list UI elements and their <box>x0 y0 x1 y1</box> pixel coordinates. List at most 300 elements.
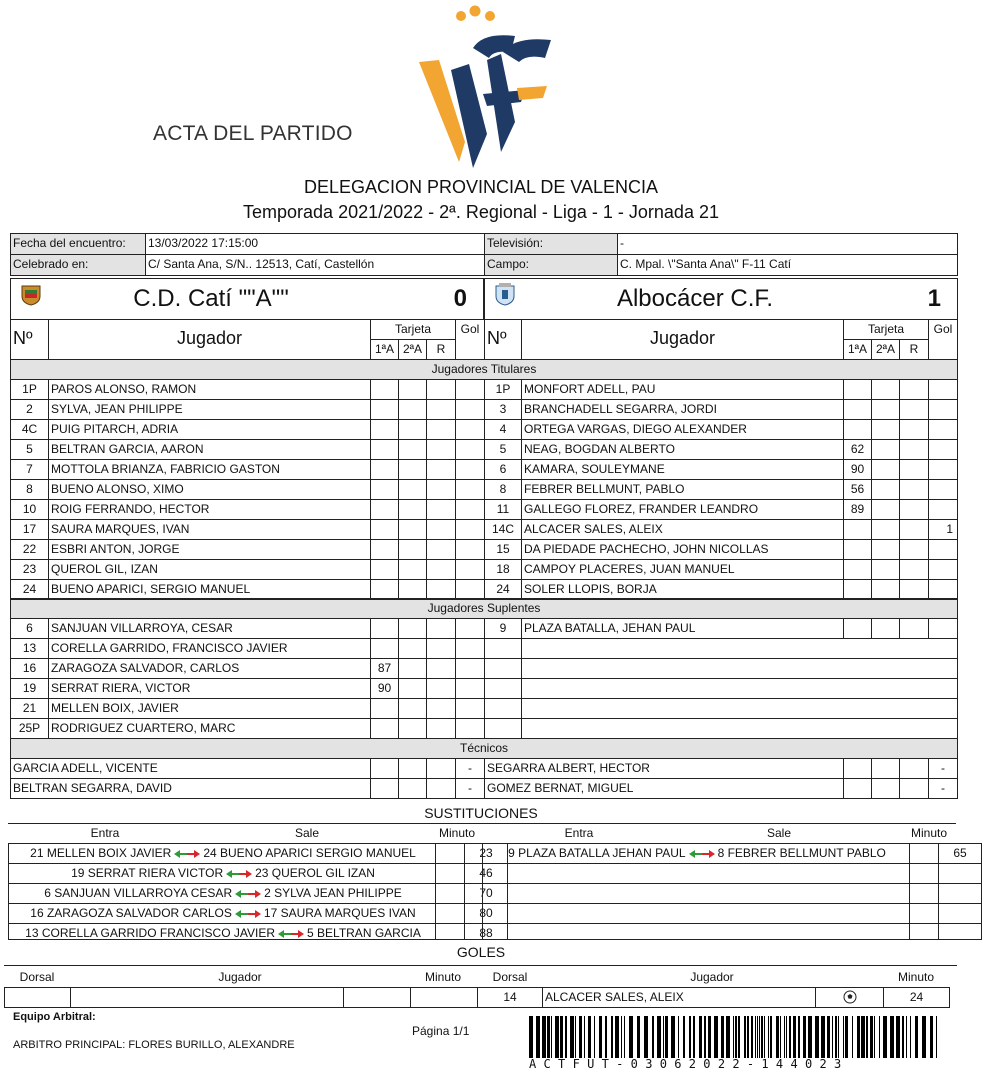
home-player-card-1 <box>370 579 399 600</box>
away-sub-gap <box>909 883 939 904</box>
subs-away-minuto-header: Minuto <box>910 826 948 840</box>
home-player-card-red <box>426 539 456 560</box>
home-team-name: C.D. Catí ""A"" <box>133 285 289 312</box>
away-player-card-2 <box>871 399 900 420</box>
home-sub-gap <box>435 923 465 940</box>
home-sub-gap <box>435 863 465 884</box>
away-player-num: 8 <box>484 479 522 500</box>
home-sub-gap <box>435 843 465 864</box>
home-player-name: SANJUAN VILLARROYA, CESAR <box>48 618 371 639</box>
home-player-card-red <box>426 459 456 480</box>
home-staff-card-red <box>426 758 456 779</box>
home-col-r: R <box>426 339 456 360</box>
away-substitution <box>482 883 910 904</box>
away-player-card-2 <box>871 539 900 560</box>
player-out: 17 SAURA MARQUES IVAN <box>263 906 416 920</box>
player-in: 6 SANJUAN VILLARROYA CESAR <box>44 886 233 900</box>
away-player-card-1 <box>843 379 872 400</box>
away-player-card-red <box>899 479 929 500</box>
home-sub-minute: 23 <box>464 843 508 864</box>
away-player-card-2 <box>871 419 900 440</box>
away-player-card-1: 56 <box>843 479 872 500</box>
away-empty-num <box>484 678 522 699</box>
home-player-goals <box>455 658 485 679</box>
home-sub-gap <box>435 903 465 924</box>
page-number: Página 1/1 <box>412 1024 470 1038</box>
section-suplentes: Jugadores Suplentes <box>10 598 958 619</box>
goal-home-icon-cell <box>343 987 411 1008</box>
home-player-num: 13 <box>10 638 49 659</box>
home-player-name: PUIG PITARCH, ADRIA <box>48 419 371 440</box>
home-player-card-1 <box>370 439 399 460</box>
player-out: 5 BELTRAN GARCIA <box>307 926 421 940</box>
away-player-num: 3 <box>484 399 522 420</box>
away-sub-gap <box>909 923 939 940</box>
home-player-name: QUEROL GIL, IZAN <box>48 559 371 580</box>
home-player-card-2 <box>398 618 427 639</box>
home-player-name: SERRAT RIERA, VICTOR <box>48 678 371 699</box>
away-empty-row <box>521 698 958 719</box>
away-player-card-1 <box>843 399 872 420</box>
away-empty-num <box>484 718 522 739</box>
home-player-card-2 <box>398 439 427 460</box>
away-staff-goals: - <box>928 758 958 779</box>
swap-arrow-icon <box>234 909 262 919</box>
away-player-name: GALLEGO FLOREZ, FRANDER LEANDRO <box>521 499 844 520</box>
away-col-player: Jugador <box>521 319 844 360</box>
away-sub-minute: 65 <box>938 843 982 864</box>
goals-away-minuto-header: Minuto <box>897 970 935 984</box>
away-player-name: BRANCHADELL SEGARRA, JORDI <box>521 399 844 420</box>
home-staff-card-2 <box>398 778 427 799</box>
away-substitution <box>482 923 910 940</box>
home-player-name: ESBRI ANTON, JORGE <box>48 539 371 560</box>
swap-arrow-icon <box>173 849 201 859</box>
goals-away-dorsal-header: Dorsal <box>492 970 528 984</box>
home-player-num: 16 <box>10 658 49 679</box>
away-player-card-1 <box>843 618 872 639</box>
away-player-card-2 <box>871 479 900 500</box>
subs-divider <box>8 823 956 824</box>
goals-home-player-header: Jugador <box>218 970 262 984</box>
home-player-card-1 <box>370 618 399 639</box>
away-empty-num <box>484 638 522 659</box>
away-player-card-2 <box>871 439 900 460</box>
away-player-card-2 <box>871 618 900 639</box>
home-player-card-red <box>426 678 456 699</box>
home-player-card-red <box>426 519 456 540</box>
away-sub-minute <box>938 863 982 884</box>
away-player-card-1: 62 <box>843 439 872 460</box>
goals-home-dorsal-header: Dorsal <box>19 970 55 984</box>
home-player-num: 8 <box>10 479 49 500</box>
home-player-card-1 <box>370 698 399 719</box>
home-staff-name: GARCIA ADELL, VICENTE <box>10 758 371 779</box>
home-player-card-red <box>426 579 456 600</box>
tv-value: - <box>617 233 958 255</box>
away-player-card-red <box>899 499 929 520</box>
home-player-card-2 <box>398 658 427 679</box>
away-player-goals <box>928 499 958 520</box>
home-player-num: 2 <box>10 399 49 420</box>
away-sub-minute <box>938 883 982 904</box>
away-player-num: 15 <box>484 539 522 560</box>
home-player-num: 21 <box>10 698 49 719</box>
home-player-name: MOTTOLA BRIANZA, FABRICIO GASTON <box>48 459 371 480</box>
away-player-name: SOLER LLOPIS, BORJA <box>521 579 844 600</box>
home-player-card-red <box>426 638 456 659</box>
away-sub-gap <box>909 843 939 864</box>
away-player-card-1: 89 <box>843 499 872 520</box>
away-player-goals <box>928 459 958 480</box>
subs-home-sale-header: Sale <box>294 826 320 840</box>
away-player-num: 9 <box>484 618 522 639</box>
away-player-num: 18 <box>484 559 522 580</box>
away-player-name: PLAZA BATALLA, JEHAN PAUL <box>521 618 844 639</box>
home-player-num: 4C <box>10 419 49 440</box>
home-player-goals <box>455 698 485 719</box>
home-player-card-2 <box>398 678 427 699</box>
home-player-goals <box>455 419 485 440</box>
away-player-card-red <box>899 539 929 560</box>
away-player-card-red <box>899 519 929 540</box>
away-player-card-red <box>899 419 929 440</box>
home-player-num: 10 <box>10 499 49 520</box>
home-player-card-2 <box>398 718 427 739</box>
away-score: 1 <box>927 285 941 312</box>
home-player-num: 22 <box>10 539 49 560</box>
player-in: 19 SERRAT RIERA VICTOR <box>71 866 224 880</box>
home-player-card-2 <box>398 539 427 560</box>
home-player-num: 25P <box>10 718 49 739</box>
away-staff-name: SEGARRA ALBERT, HECTOR <box>484 758 844 779</box>
fecha-value: 13/03/2022 17:15:00 <box>145 233 485 255</box>
home-player-card-1 <box>370 559 399 580</box>
away-player-name: MONFORT ADELL, PAU <box>521 379 844 400</box>
away-staff-card-1 <box>843 778 872 799</box>
home-sub-gap <box>435 883 465 904</box>
away-player-card-2 <box>871 579 900 600</box>
away-player-name: ALCACER SALES, ALEIX <box>521 519 844 540</box>
away-sub-minute <box>938 903 982 924</box>
away-player-goals <box>928 439 958 460</box>
away-player-num: 1P <box>484 379 522 400</box>
tv-label: Televisión: <box>484 233 618 255</box>
home-substitution <box>8 883 436 904</box>
player-out: 8 FEBRER BELLMUNT PABLO <box>717 846 886 860</box>
home-player-card-2 <box>398 399 427 420</box>
home-player-card-1 <box>370 638 399 659</box>
section-titulares: Jugadores Titulares <box>10 359 958 380</box>
away-player-card-red <box>899 379 929 400</box>
away-player-card-1 <box>843 539 872 560</box>
home-col-tarjeta: Tarjeta <box>370 319 456 340</box>
away-player-num: 11 <box>484 499 522 520</box>
swap-arrow-icon <box>225 869 253 879</box>
away-staff-card-2 <box>871 778 900 799</box>
soccer-ball-icon <box>843 990 857 1004</box>
home-player-card-2 <box>398 579 427 600</box>
away-team-name: Albocácer C.F. <box>616 285 774 312</box>
home-substitution <box>8 903 436 924</box>
away-player-card-red <box>899 459 929 480</box>
goals-divider <box>4 965 957 966</box>
away-player-goals <box>928 379 958 400</box>
away-player-card-2 <box>871 379 900 400</box>
away-empty-num <box>484 658 522 679</box>
away-player-goals <box>928 579 958 600</box>
home-player-card-1 <box>370 459 399 480</box>
home-player-name: BUENO ALONSO, XIMO <box>48 479 371 500</box>
home-staff-goals: - <box>455 778 485 799</box>
home-player-num: 6 <box>10 618 49 639</box>
home-player-card-1 <box>370 419 399 440</box>
goal-away-icon-cell <box>815 987 884 1008</box>
home-col-1a: 1ªA <box>370 339 399 360</box>
away-empty-row <box>521 658 958 679</box>
away-col-tarjeta: Tarjeta <box>843 319 929 340</box>
home-staff-card-2 <box>398 758 427 779</box>
away-col-gol: Gol <box>928 319 958 360</box>
away-player-card-red <box>899 559 929 580</box>
barcode <box>529 1016 937 1058</box>
home-player-goals <box>455 559 485 580</box>
away-staff-card-red <box>899 778 929 799</box>
home-player-name: SAURA MARQUES, IVAN <box>48 519 371 540</box>
home-player-num: 23 <box>10 559 49 580</box>
away-player-name: NEAG, BOGDAN ALBERTO <box>521 439 844 460</box>
away-player-name: FEBRER BELLMUNT, PABLO <box>521 479 844 500</box>
goals-home-minuto-header: Minuto <box>424 970 462 984</box>
home-player-card-1: 90 <box>370 678 399 699</box>
home-col-2a: 2ªA <box>398 339 427 360</box>
home-player-card-red <box>426 499 456 520</box>
home-player-card-2 <box>398 459 427 480</box>
home-player-card-2 <box>398 559 427 580</box>
federation-logo <box>415 2 555 174</box>
home-staff-goals: - <box>455 758 485 779</box>
home-staff-card-1 <box>370 778 399 799</box>
goal-home-minute-cell <box>410 987 478 1008</box>
away-player-name: KAMARA, SOULEYMANE <box>521 459 844 480</box>
home-player-card-2 <box>398 698 427 719</box>
away-col-2a: 2ªA <box>871 339 900 360</box>
swap-arrow-icon <box>277 929 305 939</box>
goal-away-player: ALCACER SALES, ALEIX <box>542 987 816 1008</box>
away-player-goals: 1 <box>928 519 958 540</box>
player-in: 13 CORELLA GARRIDO FRANCISCO JAVIER <box>25 926 276 940</box>
home-player-card-red <box>426 698 456 719</box>
home-player-num: 7 <box>10 459 49 480</box>
player-out: 24 BUENO APARICI SERGIO MANUEL <box>203 846 416 860</box>
home-player-num: 19 <box>10 678 49 699</box>
away-player-name: ORTEGA VARGAS, DIEGO ALEXANDER <box>521 419 844 440</box>
away-substitution <box>482 863 910 884</box>
home-player-goals <box>455 499 485 520</box>
away-player-card-1 <box>843 519 872 540</box>
home-player-num: 24 <box>10 579 49 600</box>
home-sub-minute: 46 <box>464 863 508 884</box>
home-player-card-red <box>426 419 456 440</box>
home-player-card-1 <box>370 399 399 420</box>
home-player-card-2 <box>398 499 427 520</box>
home-staff-card-red <box>426 778 456 799</box>
away-col-1a: 1ªA <box>843 339 872 360</box>
home-player-card-red <box>426 718 456 739</box>
home-substitution <box>8 863 436 884</box>
home-player-goals <box>455 579 485 600</box>
home-player-card-red <box>426 658 456 679</box>
away-empty-row <box>521 638 958 659</box>
home-player-card-red <box>426 479 456 500</box>
home-player-card-red <box>426 399 456 420</box>
home-sub-minute: 88 <box>464 923 508 940</box>
away-player-goals <box>928 618 958 639</box>
away-team-header <box>484 278 958 320</box>
subs-home-entra-header: Entra <box>90 826 120 840</box>
home-player-card-1 <box>370 539 399 560</box>
home-player-name: PAROS ALONSO, RAMON <box>48 379 371 400</box>
home-player-goals <box>455 399 485 420</box>
away-player-card-1 <box>843 559 872 580</box>
away-player-card-2 <box>871 499 900 520</box>
away-player-name: DA PIEDADE PACHECHO, JOHN NICOLLAS <box>521 539 844 560</box>
home-player-name: RODRIGUEZ CUARTERO, MARC <box>48 718 371 739</box>
home-player-card-1 <box>370 718 399 739</box>
away-player-num: 5 <box>484 439 522 460</box>
referee-title: Equipo Arbitral: <box>13 1011 96 1023</box>
campo-value: C. Mpal. \"Santa Ana\" F-11 Catí <box>617 254 958 276</box>
away-col-num: Nº <box>484 319 522 360</box>
away-player-num: 4 <box>484 419 522 440</box>
player-in: 21 MELLEN BOIX JAVIER <box>30 846 172 860</box>
home-player-goals <box>455 678 485 699</box>
away-substitution <box>482 903 910 924</box>
home-player-num: 1P <box>10 379 49 400</box>
away-staff-card-red <box>899 758 929 779</box>
celebrado-label: Celebrado en: <box>10 254 146 276</box>
home-team-header <box>10 278 484 320</box>
home-player-goals <box>455 539 485 560</box>
home-player-card-1 <box>370 479 399 500</box>
home-player-num: 17 <box>10 519 49 540</box>
goals-away-player-header: Jugador <box>690 970 734 984</box>
away-staff-card-1 <box>843 758 872 779</box>
home-player-card-red <box>426 618 456 639</box>
away-player-goals <box>928 399 958 420</box>
home-player-name: BELTRAN GARCIA, AARON <box>48 439 371 460</box>
away-player-card-1: 90 <box>843 459 872 480</box>
home-player-goals <box>455 459 485 480</box>
home-player-name: SYLVA, JEAN PHILIPPE <box>48 399 371 420</box>
home-col-gol: Gol <box>455 319 485 360</box>
home-player-goals <box>455 439 485 460</box>
away-substitution <box>482 843 910 864</box>
away-sub-gap <box>909 903 939 924</box>
away-player-goals <box>928 479 958 500</box>
home-sub-minute: 70 <box>464 883 508 904</box>
away-player-card-red <box>899 579 929 600</box>
goals-title: GOLES <box>456 944 506 960</box>
celebrado-value: C/ Santa Ana, S/N.. 12513, Catí, Castellón <box>145 254 485 276</box>
away-staff-goals: - <box>928 778 958 799</box>
barcode-text: ACTFUT-03062022-144023 <box>529 1057 849 1071</box>
subs-title: SUSTITUCIONES <box>424 805 538 821</box>
away-player-card-2 <box>871 559 900 580</box>
home-col-num: Nº <box>10 319 49 360</box>
subs-away-entra-header: Entra <box>564 826 594 840</box>
home-player-num: 5 <box>10 439 49 460</box>
player-in: 9 PLAZA BATALLA JEHAN PAUL <box>508 846 686 860</box>
away-player-card-2 <box>871 459 900 480</box>
away-player-card-1 <box>843 419 872 440</box>
subs-away-sale-header: Sale <box>766 826 792 840</box>
away-empty-row <box>521 678 958 699</box>
home-player-card-red <box>426 439 456 460</box>
home-player-card-1 <box>370 519 399 540</box>
campo-label: Campo: <box>484 254 618 276</box>
home-player-name: BUENO APARICI, SERGIO MANUEL <box>48 579 371 600</box>
away-player-goals <box>928 419 958 440</box>
goal-away-dorsal: 14 <box>477 987 543 1008</box>
referee-name: ARBITRO PRINCIPAL: FLORES BURILLO, ALEXANDRE <box>13 1039 295 1051</box>
home-staff-card-1 <box>370 758 399 779</box>
home-player-card-1: 87 <box>370 658 399 679</box>
away-player-name: CAMPOY PLACERES, JUAN MANUEL <box>521 559 844 580</box>
away-player-num: 24 <box>484 579 522 600</box>
home-player-card-2 <box>398 379 427 400</box>
home-player-name: MELLEN BOIX, JAVIER <box>48 698 371 719</box>
away-player-goals <box>928 539 958 560</box>
home-player-goals <box>455 618 485 639</box>
home-substitution <box>8 843 436 864</box>
away-empty-row <box>521 718 958 739</box>
away-sub-minute <box>938 923 982 940</box>
season-line: Temporada 2021/2022 - 2ª. Regional - Liga - 1 - Jornada 21 <box>243 202 719 222</box>
away-player-num: 6 <box>484 459 522 480</box>
home-player-card-2 <box>398 419 427 440</box>
away-player-card-1 <box>843 579 872 600</box>
home-player-card-red <box>426 379 456 400</box>
home-substitution <box>8 923 436 940</box>
home-player-card-red <box>426 559 456 580</box>
home-col-player: Jugador <box>48 319 371 360</box>
away-sub-gap <box>909 863 939 884</box>
goal-home-dorsal-cell <box>4 987 71 1008</box>
away-staff-card-2 <box>871 758 900 779</box>
home-player-card-2 <box>398 638 427 659</box>
subs-home-minuto-header: Minuto <box>438 826 476 840</box>
away-crest-icon <box>494 282 516 306</box>
player-out: 23 QUEROL GIL IZAN <box>255 866 375 880</box>
goal-away-minute: 24 <box>883 987 950 1008</box>
acta-title: ACTA DEL PARTIDO <box>153 122 353 145</box>
away-empty-num <box>484 698 522 719</box>
player-in: 16 ZARAGOZA SALVADOR CARLOS <box>30 906 232 920</box>
goal-home-player-cell <box>70 987 344 1008</box>
away-player-card-red <box>899 618 929 639</box>
delegation-title: DELEGACION PROVINCIAL DE VALENCIA <box>303 177 659 197</box>
fecha-label: Fecha del encuentro: <box>10 233 146 255</box>
home-score: 0 <box>453 285 467 312</box>
away-player-card-red <box>899 439 929 460</box>
away-player-card-2 <box>871 519 900 540</box>
away-player-goals <box>928 559 958 580</box>
section-tecnicos: Técnicos <box>10 738 958 759</box>
home-player-card-2 <box>398 519 427 540</box>
home-player-goals <box>455 638 485 659</box>
away-col-r: R <box>899 339 929 360</box>
